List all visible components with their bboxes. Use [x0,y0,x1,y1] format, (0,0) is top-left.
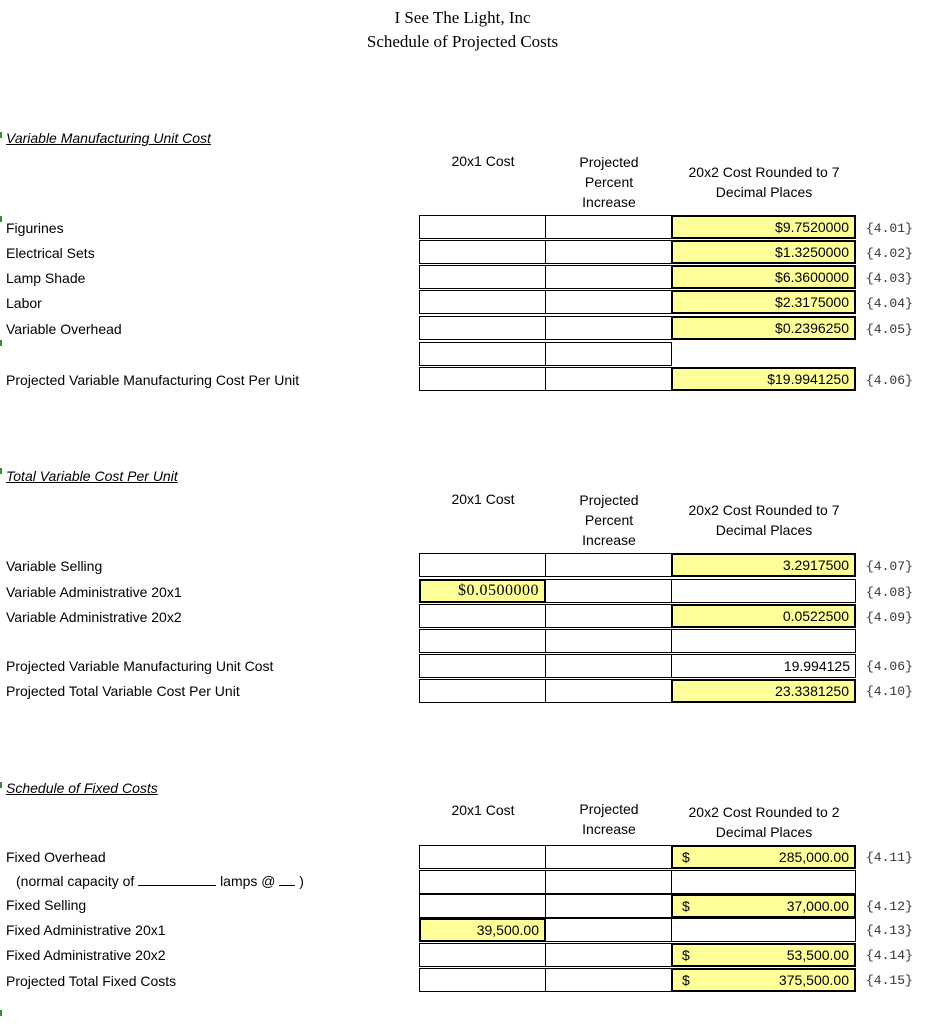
input-20x1-cost[interactable] [419,870,546,894]
row-label: Figurines [6,220,64,236]
currency-symbol: $ [682,898,690,914]
row-label: Electrical Sets [6,245,95,261]
section-fixed-costs-title: Schedule of Fixed Costs [6,780,158,796]
capacity-blank[interactable] [138,873,216,886]
ref-code: {4.13} [866,923,913,938]
col-20x2-cost: 20x2 Cost Rounded to 7 Decimal Places [688,502,840,538]
input-20x1-cost[interactable] [419,679,546,703]
cost-figurines[interactable]: $9.7520000 [671,215,856,239]
row-marker [0,1010,2,1016]
section-variable-manufacturing-title: Variable Manufacturing Unit Cost [6,130,211,146]
company-name: I See The Light, Inc [394,8,531,27]
ref-code: {4.01} [866,221,913,236]
input-20x1-cost[interactable] [419,342,546,366]
row-label: Labor [6,295,42,311]
input-percent[interactable] [545,290,672,314]
cost-variable-admin-20x1[interactable]: $0.0500000 [419,579,546,603]
currency-symbol: $ [682,972,690,988]
ref-code: {4.11} [866,850,913,865]
col-20x1-cost: 20x1 Cost [451,802,515,818]
row-label: Fixed Selling [6,897,87,913]
input-20x2-cost[interactable] [671,629,856,653]
ref-code: {4.02} [866,246,913,261]
input-20x1-cost[interactable] [419,240,546,264]
row-label: Variable Selling [6,558,103,574]
row-marker [0,340,2,346]
input-20x1-cost[interactable] [419,553,546,577]
input-increase[interactable] [545,943,672,967]
input-20x2-cost[interactable] [671,579,856,603]
cost-fixed-admin-20x2[interactable]: $ 53,500.00 [671,943,856,967]
row-label: Fixed Administrative 20x2 [6,947,166,963]
price-blank[interactable] [279,873,295,886]
input-percent[interactable] [545,265,672,289]
cost-fixed-overhead[interactable]: $ 285,000.00 [671,845,856,869]
currency-symbol: $ [682,849,690,865]
ref-code: {4.15} [866,973,913,988]
input-increase[interactable] [545,870,672,894]
row-label: Variable Administrative 20x1 [6,584,182,600]
input-20x2-cost[interactable] [671,870,856,894]
input-percent[interactable] [545,367,672,391]
row-label: Projected Variable Manufacturing Unit Cost [6,658,274,674]
input-percent[interactable] [545,629,672,653]
input-percent[interactable] [545,342,672,366]
input-percent[interactable] [545,553,672,577]
cost-electrical-sets[interactable]: $1.3250000 [671,240,856,264]
input-increase[interactable] [545,968,672,992]
cost-labor[interactable]: $2.3175000 [671,290,856,314]
row-label: Projected Total Variable Cost Per Unit [6,683,240,699]
input-increase[interactable] [545,918,672,942]
row-label-total: Projected Variable Manufacturing Cost Per Unit [6,372,300,388]
input-percent[interactable] [545,604,672,628]
ref-code: {4.08} [866,585,913,600]
input-percent[interactable] [545,316,672,340]
col-projected-increase: Projected Increase [579,801,639,837]
section-total-variable-title: Total Variable Cost Per Unit [6,468,178,484]
input-20x1-cost[interactable] [419,316,546,340]
input-20x1-cost[interactable] [419,367,546,391]
cost-lamp-shade[interactable]: $6.3600000 [671,265,856,289]
input-percent[interactable] [545,215,672,239]
col-projected-percent: Projected Percent Increase [579,492,639,548]
col-20x2-cost: 20x2 Cost Rounded to 2 Decimal Places [688,804,840,840]
cost-fixed-admin-20x1[interactable]: 39,500.00 [419,918,546,942]
ref-code: {4.14} [866,948,913,963]
ref-code: {4.06} [866,373,913,388]
col-20x2-cost: 20x2 Cost Rounded to 7 Decimal Places [688,164,840,200]
cost-total-fixed[interactable]: $ 375,500.00 [671,968,856,992]
ref-code: {4.04} [866,296,913,311]
input-increase[interactable] [545,894,672,918]
ref-code: {4.07} [866,559,913,574]
input-20x1-cost[interactable] [419,845,546,869]
row-marker [0,468,2,474]
ref-code: {4.10} [866,684,913,699]
cost-variable-admin-20x2[interactable]: 0.0522500 [671,604,856,628]
input-20x1-cost[interactable] [419,968,546,992]
capacity-note: (normal capacity of lamps @ ) [16,873,304,889]
input-20x1-cost[interactable] [419,290,546,314]
row-label: Lamp Shade [6,270,86,286]
input-20x1-cost[interactable] [419,943,546,967]
cost-variable-overhead[interactable]: $0.2396250 [671,316,856,340]
row-label: Variable Overhead [6,321,122,337]
col-20x1-cost: 20x1 Cost [451,153,515,169]
ref-code: {4.03} [866,271,913,286]
row-label: Projected Total Fixed Costs [6,973,177,989]
ref-code: {4.12} [866,899,913,914]
row-label: Fixed Overhead [6,849,106,865]
input-percent[interactable] [545,240,672,264]
input-20x1-cost[interactable] [419,654,546,678]
ref-code: {4.09} [866,610,913,625]
input-20x2-cost[interactable] [671,918,856,942]
input-20x1-cost[interactable] [419,604,546,628]
cost-total-variable-manufacturing[interactable]: $19.9941250 [671,367,856,391]
input-20x1-cost[interactable] [419,629,546,653]
currency-symbol: $ [682,947,690,963]
ref-code: {4.06} [866,659,913,674]
input-percent[interactable] [545,679,672,703]
input-20x1-cost[interactable] [419,894,546,918]
col-20x1-cost: 20x1 Cost [451,491,515,507]
cost-projected-manufacturing-unit[interactable]: 19.994125 [671,654,856,678]
input-percent[interactable] [545,654,672,678]
input-percent[interactable] [545,579,672,603]
row-label: Variable Administrative 20x2 [6,609,182,625]
col-projected-percent: Projected Percent Increase [579,154,639,210]
cost-total-variable-per-unit[interactable]: 23.3381250 [671,679,856,703]
input-increase[interactable] [545,845,672,869]
row-marker [0,132,2,138]
row-marker [0,782,2,788]
input-20x1-cost[interactable] [419,215,546,239]
input-20x1-cost[interactable] [419,265,546,289]
ref-code: {4.05} [866,322,913,337]
cost-fixed-selling[interactable]: $ 37,000.00 [671,894,856,918]
schedule-title: Schedule of Projected Costs [366,32,559,51]
cost-variable-selling[interactable]: 3.2917500 [671,553,856,577]
row-marker [0,216,2,222]
row-label: Fixed Administrative 20x1 [6,922,166,938]
